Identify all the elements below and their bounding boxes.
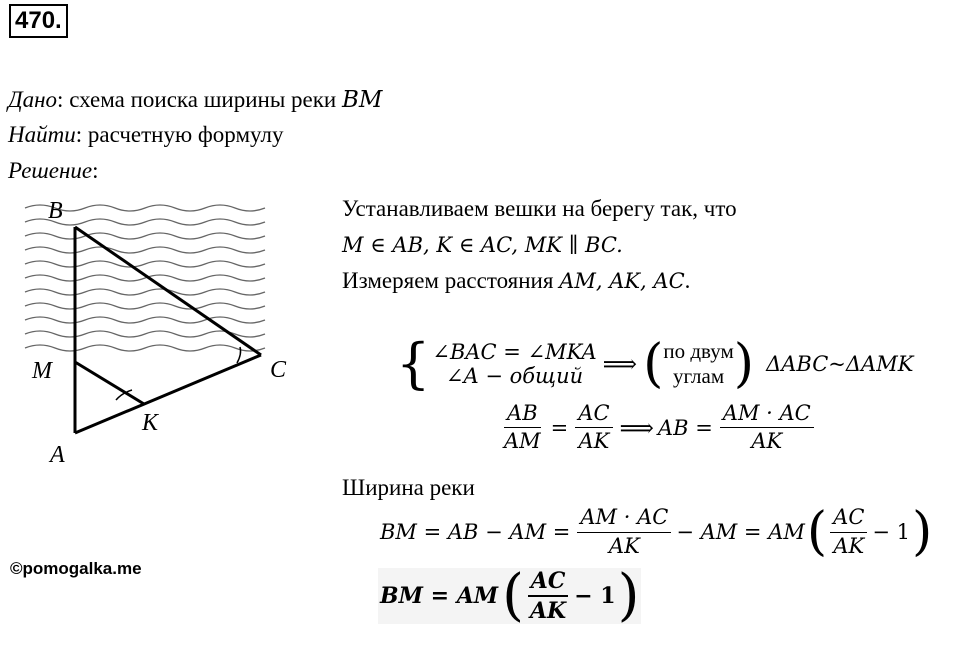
num-ac: AC — [575, 402, 612, 428]
similarity-system — [396, 332, 914, 395]
solution-colon: : — [92, 158, 99, 183]
system-row-1: ∠BAC = ∠MKA — [432, 340, 597, 364]
width-formula-part-2: − AM = AM — [676, 520, 805, 544]
find-line — [8, 121, 283, 149]
reason-bottom: углам — [673, 364, 725, 388]
find-colon: : — [75, 122, 83, 147]
system-arrow: ⟹ — [602, 350, 638, 378]
reason — [663, 339, 733, 389]
reason-open-paren: ( — [643, 334, 664, 394]
implies-arrow: ⟹ — [619, 413, 654, 442]
final-close-paren: ) — [617, 563, 640, 628]
width-fraction — [577, 506, 671, 557]
solution-line — [8, 157, 99, 185]
text-line-3-vars: AM, AK, AC — [559, 269, 685, 293]
width-formula — [380, 502, 933, 562]
final-den: AK — [529, 598, 567, 624]
final-formula — [378, 563, 641, 628]
similarity-conclusion: ΔABC~ΔAMK — [766, 352, 914, 376]
den-ak-2: AK — [751, 429, 783, 454]
text-line-3-prefix: Измеряем расстояния — [342, 268, 560, 293]
text-line-3-suffix: . — [684, 268, 691, 293]
equals-sign: = — [550, 415, 569, 440]
final-lhs: BM = AM — [380, 583, 499, 609]
final-minus-one: − 1 — [574, 583, 616, 609]
watermark: ©pomogalka.me — [10, 559, 142, 578]
final-fraction — [527, 569, 569, 623]
fraction-ab-am — [501, 402, 544, 453]
triangle — [75, 227, 261, 433]
width-open-paren: ( — [806, 502, 828, 562]
fraction-ac-ak — [575, 402, 612, 453]
num-ab: AB — [504, 402, 541, 428]
proportion-formula — [498, 402, 817, 453]
river-width-label: Ширина реки — [342, 475, 475, 500]
label-k: K — [142, 410, 159, 436]
problem-number: 470. — [9, 4, 68, 38]
given-line — [8, 86, 382, 114]
width-minus-one: − 1 — [872, 520, 911, 544]
system-brace: { — [396, 332, 431, 395]
label-c: C — [270, 357, 287, 383]
given-text: схема поиска ширины реки — [63, 87, 342, 112]
ab-equals: AB = — [657, 415, 713, 440]
text-line-1: Устанавливаем вешки на берегу так, что — [342, 196, 737, 221]
given-colon: : — [57, 87, 64, 112]
final-open-paren: ( — [502, 563, 524, 628]
den-am: AM — [504, 429, 541, 454]
text-line-2: M ∈ AB, K ∈ AC, MK ∥ BC. — [342, 233, 623, 257]
width-den: AK — [608, 533, 640, 558]
width-num: AM · AC — [577, 506, 671, 532]
find-text: расчетную формулу — [82, 122, 284, 147]
reason-close-paren: ) — [733, 334, 755, 394]
given-var: BM — [341, 87, 383, 113]
width-inner-num: AC — [830, 506, 867, 532]
text-line-3 — [342, 267, 690, 295]
final-num: AC — [528, 569, 569, 597]
river-waves — [25, 205, 265, 351]
reason-top: по двум — [663, 339, 734, 363]
label-b: B — [48, 198, 63, 224]
label-a: A — [50, 442, 65, 468]
fraction-amac-ak — [720, 402, 814, 453]
label-m: M — [32, 358, 52, 384]
den-ak: AK — [578, 429, 610, 454]
num-am-ac: AM · AC — [720, 402, 814, 428]
width-inner-fraction — [830, 506, 867, 557]
solution-label: Решение — [8, 158, 93, 183]
river-figure — [20, 190, 320, 470]
system-rows — [432, 340, 596, 388]
width-formula-part-1: BM = AB − AM = — [380, 520, 571, 544]
find-label: Найти — [8, 122, 76, 147]
width-close-paren: ) — [912, 502, 933, 562]
width-inner-den: AK — [833, 533, 865, 558]
given-label: Дано — [8, 87, 58, 112]
system-row-2: ∠A − общий — [445, 364, 584, 388]
